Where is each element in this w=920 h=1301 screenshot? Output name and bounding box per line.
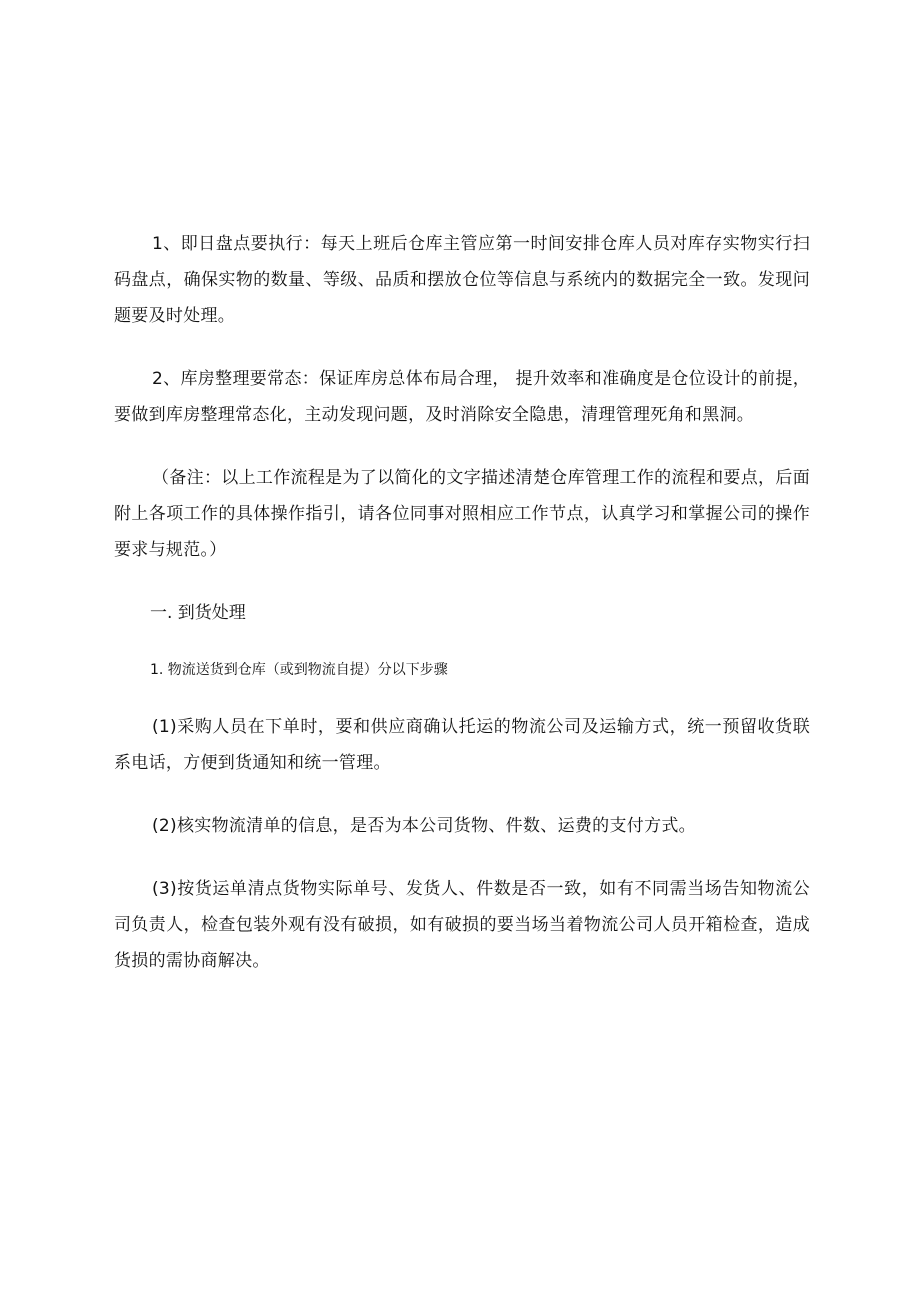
- document-body: [114, 226, 810, 979]
- step-item-3: (3)按货运单清点货物实际单号、发货人、件数是否一致，如有不同需当场告知物流公司负责人，检查包装外观有没有破损，如有破损的要当场当着物流公司人员开箱检查，造成货损的需协商解决。: [114, 879, 810, 971]
- step-item-2: (2)核实物流清单的信息，是否为本公司货物、件数、运费的支付方式。: [152, 816, 696, 836]
- step-item-1: (1)采购人员在下单时，要和供应商确认托运的物流公司及运输方式，统一预留收货联系电话，方便到货通知和统一管理。: [114, 717, 810, 773]
- paragraph-remark: （备注：以上工作流程是为了以简化的文字描述清楚仓库管理工作的流程和要点，后面附上各项工作的具体操作指引，请各位同事对照相应工作节点，认真学习和掌握公司的操作要求与规范。）: [114, 468, 810, 560]
- paragraph-daily-inventory: 1、即日盘点要执行：每天上班后仓库主管应第一时间安排仓库人员对库存实物实行扫码盘点，确保实物的数量、等级、品质和摆放仓位等信息与系统内的数据完全一致。发现问题要及时处理。: [114, 234, 810, 326]
- paragraph-warehouse-organization: 2、库房整理要常态：保证库房总体布局合理， 提升效率和准确度是仓位设计的前提，要做到库房整理常态化，主动发现问题，及时消除安全隐患，清理管理死角和黑洞。: [114, 369, 810, 425]
- sub-heading-logistics-delivery: 1. 物流送货到仓库（或到物流自提）分以下步骤: [150, 662, 448, 678]
- section-heading-arrival-handling: 一. 到货处理: [150, 603, 246, 623]
